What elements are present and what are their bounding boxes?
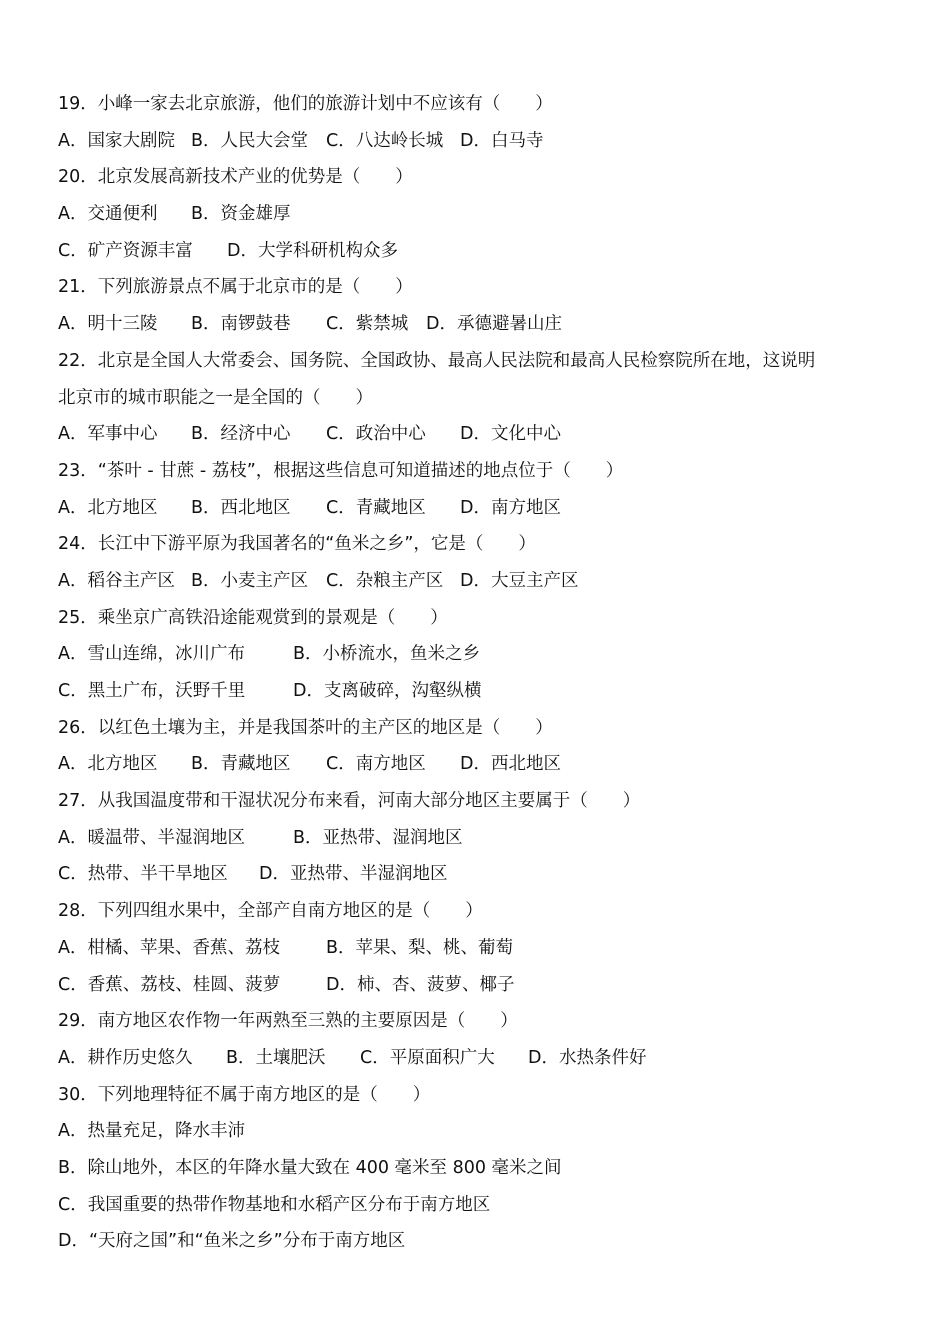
option-row	[58, 673, 898, 710]
question-item	[58, 526, 898, 599]
question-stem: 24．长江中下游平原为我国著名的“鱼米之乡”，它是（ ）	[58, 534, 536, 555]
answer-option: B．土壤肥沃	[226, 1047, 326, 1068]
question-item	[58, 1003, 898, 1076]
answer-option: D．南方地区	[460, 497, 561, 518]
answer-option: C．香蕉、荔枝、桂圆、菠萝	[58, 974, 281, 995]
question-item	[58, 86, 898, 159]
option-row	[58, 1040, 898, 1077]
answer-option: A．北方地区	[58, 497, 158, 518]
answer-option: C．我国重要的热带作物基地和水稻产区分布于南方地区	[58, 1194, 491, 1215]
question-stem: 25．乘坐京广高铁沿途能观赏到的景观是（ ）	[58, 607, 448, 628]
option-row	[58, 930, 898, 967]
answer-option: D．大学科研机构众多	[227, 240, 398, 261]
option-row	[58, 563, 898, 600]
answer-option: B．南锣鼓巷	[191, 314, 291, 335]
answer-option: B．青藏地区	[191, 754, 291, 775]
answer-option: B．经济中心	[191, 424, 291, 445]
answer-option: A．柑橘、苹果、香蕉、荔枝	[58, 937, 280, 958]
question-item	[58, 783, 898, 893]
question-item	[58, 1077, 898, 1260]
question-item	[58, 159, 898, 269]
answer-option: D．白马寺	[460, 130, 544, 151]
answer-option: C．黑土广布，沃野千里	[58, 681, 246, 701]
question-stem: 29．南方地区农作物一年两熟至三熟的主要原因是（ ）	[58, 1011, 518, 1032]
answer-option: D．承德避暑山庄	[426, 314, 562, 335]
option-row	[58, 820, 898, 857]
answer-option: B．资金雄厚	[191, 204, 291, 225]
answer-option: B．西北地区	[191, 497, 291, 518]
answer-option: C．南方地区	[326, 754, 426, 775]
answer-option: A．军事中心	[58, 424, 158, 445]
question-item	[58, 269, 898, 342]
answer-option: C．紫禁城	[326, 314, 409, 335]
answer-option: A．雪山连绵，冰川广布	[58, 644, 245, 665]
question-item	[58, 893, 898, 1003]
question-item	[58, 710, 898, 783]
answer-option: B．亚热带、湿润地区	[293, 827, 463, 848]
answer-option: A．热量充足，降水丰沛	[58, 1121, 245, 1142]
question-stem: 26．以红色土壤为主，并是我国茶叶的主产区的地区是（ ）	[58, 717, 553, 738]
option-row	[58, 123, 898, 160]
exam-page	[58, 86, 898, 1260]
answer-option: A．北方地区	[58, 754, 158, 775]
answer-option: B．小麦主产区	[191, 570, 309, 591]
option-row	[58, 856, 898, 893]
question-stem: 20．北京发展高新技术产业的优势是（ ）	[58, 167, 413, 188]
question-item	[58, 343, 898, 453]
question-stem: 22．北京是全国人大常委会、国务院、全国政协、最高人民法院和最高人民检察院所在地，这说明	[58, 350, 816, 371]
answer-option: B．苹果、梨、桃、葡萄	[326, 937, 514, 958]
answer-option: D．大豆主产区	[460, 570, 579, 591]
option-row	[58, 416, 898, 453]
answer-option: D．文化中心	[460, 424, 561, 445]
option-row	[58, 490, 898, 527]
answer-option: A．稻谷主产区	[58, 570, 175, 591]
option-row	[58, 746, 898, 783]
answer-option: C．八达岭长城	[326, 130, 444, 151]
answer-option: C．政治中心	[326, 424, 426, 445]
question-item	[58, 600, 898, 710]
answer-option: D．水热条件好	[528, 1047, 647, 1068]
answer-option: B．人民大会堂	[191, 130, 309, 151]
option-row	[58, 306, 898, 343]
question-stem: 30．下列地理特征不属于南方地区的是（ ）	[58, 1084, 431, 1105]
question-stem: 21．下列旅游景点不属于北京市的是（ ）	[58, 277, 413, 298]
option-row	[58, 1150, 898, 1187]
question-stem: 27．从我国温度带和干湿状况分布来看，河南大部分地区主要属于（ ）	[58, 791, 641, 812]
answer-option: D．亚热带、半湿润地区	[259, 864, 448, 885]
answer-option: D．柿、杏、菠萝、椰子	[326, 974, 515, 995]
option-row	[58, 967, 898, 1004]
option-row	[58, 1223, 898, 1260]
answer-option: A．明十三陵	[58, 314, 158, 335]
option-row	[58, 1113, 898, 1150]
answer-option: D．支离破碎，沟壑纵横	[293, 681, 482, 701]
answer-option: B．除山地外，本区的年降水量大致在 400 毫米至 800 毫米之间	[58, 1157, 562, 1178]
question-stem: 23．“茶叶 - 甘蔗 - 荔枝”，根据这些信息可知道描述的地点位于（ ）	[58, 460, 624, 481]
answer-option: C．青藏地区	[326, 497, 426, 518]
answer-option: A．国家大剧院	[58, 130, 175, 151]
question-stem: 19．小峰一家去北京旅游，他们的旅游计划中不应该有（ ）	[58, 94, 553, 114]
answer-option: C．杂粮主产区	[326, 570, 444, 591]
answer-option: D．西北地区	[460, 754, 561, 775]
option-row	[58, 233, 898, 270]
question-item	[58, 453, 898, 526]
answer-option: B．小桥流水，鱼米之乡	[293, 644, 481, 665]
answer-option: C．矿产资源丰富	[58, 240, 193, 261]
option-row	[58, 1187, 898, 1224]
answer-option: D．“天府之国”和“鱼米之乡”分布于南方地区	[58, 1231, 406, 1252]
question-stem: 北京市的城市职能之一是全国的（ ）	[58, 387, 373, 408]
option-row	[58, 636, 898, 673]
question-stem: 28．下列四组水果中，全部产自南方地区的是（ ）	[58, 901, 483, 922]
answer-option: A．耕作历史悠久	[58, 1047, 193, 1068]
answer-option: A．暖温带、半湿润地区	[58, 827, 245, 848]
answer-option: A．交通便利	[58, 204, 158, 225]
answer-option: C．平原面积广大	[360, 1047, 495, 1068]
answer-option: C．热带、半干旱地区	[58, 864, 228, 885]
option-row	[58, 196, 898, 233]
